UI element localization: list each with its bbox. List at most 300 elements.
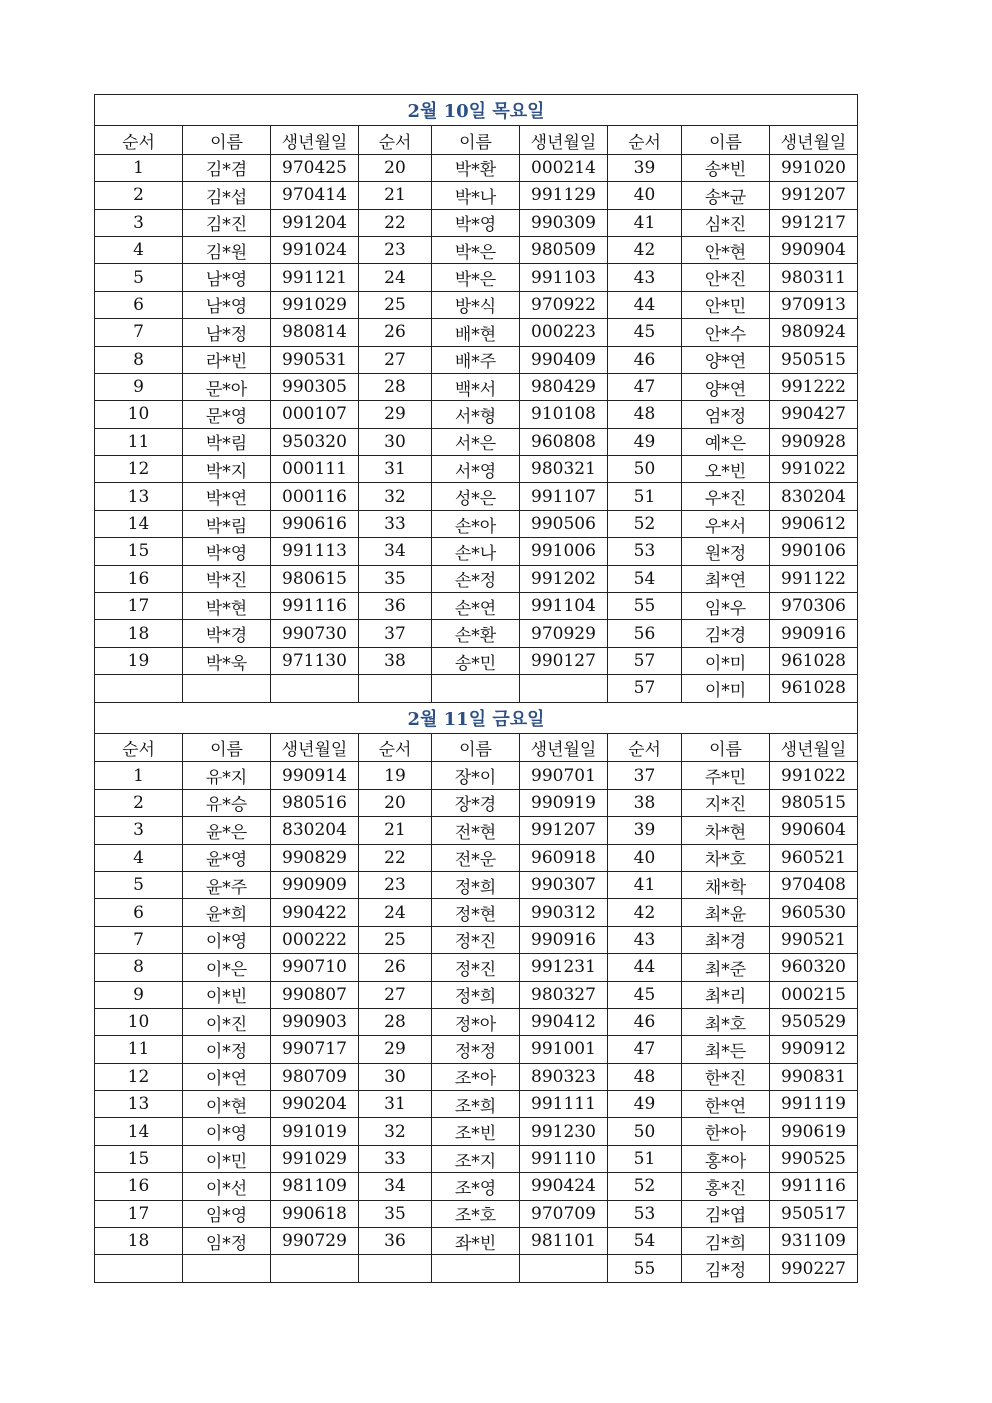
cell-birthdate: 830204 (271, 817, 359, 844)
cell-name: 박*나 (432, 182, 520, 209)
cell-birthdate: 990616 (271, 510, 359, 537)
cell-order: 40 (608, 182, 682, 209)
cell-order: 33 (359, 1145, 432, 1172)
cell-order: 48 (608, 1063, 682, 1090)
cell-name: 박*현 (183, 593, 271, 620)
cell-birthdate: 980429 (520, 373, 608, 400)
cell-order: 35 (359, 565, 432, 592)
cell-order (359, 1255, 432, 1282)
cell-order: 2 (95, 182, 183, 209)
cell-order (359, 675, 432, 702)
column-header-birthdate: 생년월일 (770, 126, 858, 154)
cell-birthdate: 970913 (770, 291, 858, 318)
cell-order: 25 (359, 926, 432, 953)
cell-birthdate: 990912 (770, 1036, 858, 1063)
cell-name: 라*빈 (183, 346, 271, 373)
cell-order: 38 (608, 789, 682, 816)
cell-name: 이*진 (183, 1008, 271, 1035)
cell-order: 18 (95, 620, 183, 647)
table-row (95, 954, 858, 981)
cell-order: 27 (359, 981, 432, 1008)
cell-birthdate: 991024 (271, 236, 359, 263)
cell-name: 예*은 (682, 428, 770, 455)
cell-name: 차*호 (682, 844, 770, 871)
cell-birthdate: 991119 (770, 1091, 858, 1118)
cell-birthdate: 990604 (770, 817, 858, 844)
cell-order: 13 (95, 483, 183, 510)
cell-birthdate: 990916 (770, 620, 858, 647)
cell-name: 최*연 (682, 565, 770, 592)
table-row (95, 1118, 858, 1145)
table-row (95, 871, 858, 898)
cell-name: 이*정 (183, 1036, 271, 1063)
cell-name: 윤*주 (183, 871, 271, 898)
cell-birthdate: 970414 (271, 182, 359, 209)
cell-order: 29 (359, 401, 432, 428)
cell-name: 송*민 (432, 647, 520, 674)
cell-name: 이*은 (183, 954, 271, 981)
cell-birthdate: 990916 (520, 926, 608, 953)
cell-birthdate: 990127 (520, 647, 608, 674)
cell-name: 최*경 (682, 926, 770, 953)
cell-order: 26 (359, 954, 432, 981)
cell-birthdate: 000215 (770, 981, 858, 1008)
cell-birthdate: 991019 (271, 1118, 359, 1145)
cell-name: 한*연 (682, 1091, 770, 1118)
table-row (95, 182, 858, 209)
cell-name: 남*정 (183, 319, 271, 346)
cell-order: 29 (359, 1036, 432, 1063)
cell-birthdate: 970929 (520, 620, 608, 647)
cell-name: 이*빈 (183, 981, 271, 1008)
cell-birthdate (271, 1255, 359, 1282)
cell-name: 서*은 (432, 428, 520, 455)
cell-name: 심*진 (682, 209, 770, 236)
cell-birthdate: 991022 (770, 762, 858, 789)
table-row (95, 346, 858, 373)
table-row (95, 899, 858, 926)
cell-name (432, 675, 520, 702)
cell-birthdate: 991020 (770, 154, 858, 181)
column-header-order: 순서 (608, 733, 682, 761)
cell-birthdate: 990612 (770, 510, 858, 537)
table-row (95, 1036, 858, 1063)
cell-name: 박*진 (183, 565, 271, 592)
cell-order: 37 (608, 762, 682, 789)
cell-order: 43 (608, 926, 682, 953)
cell-order: 4 (95, 236, 183, 263)
cell-birthdate: 970922 (520, 291, 608, 318)
cell-order: 2 (95, 789, 183, 816)
cell-name: 김*정 (682, 1255, 770, 1282)
cell-order: 40 (608, 844, 682, 871)
table-row (95, 926, 858, 953)
cell-birthdate: 990312 (520, 899, 608, 926)
cell-order: 23 (359, 236, 432, 263)
cell-name: 이*민 (183, 1145, 271, 1172)
cell-order: 12 (95, 456, 183, 483)
cell-order: 11 (95, 1036, 183, 1063)
cell-birthdate: 990412 (520, 1008, 608, 1035)
cell-name: 백*서 (432, 373, 520, 400)
table-row (95, 620, 858, 647)
cell-birthdate: 961028 (770, 675, 858, 702)
cell-name: 문*영 (183, 401, 271, 428)
cell-order: 16 (95, 565, 183, 592)
cell-name: 최*호 (682, 1008, 770, 1035)
cell-name: 박*욱 (183, 647, 271, 674)
column-header-name: 이름 (682, 733, 770, 761)
cell-birthdate: 990506 (520, 510, 608, 537)
cell-name: 전*운 (432, 844, 520, 871)
cell-name: 윤*희 (183, 899, 271, 926)
cell-birthdate: 990427 (770, 401, 858, 428)
cell-name: 임*영 (183, 1200, 271, 1227)
cell-name: 주*민 (682, 762, 770, 789)
cell-name: 조*지 (432, 1145, 520, 1172)
cell-order: 14 (95, 1118, 183, 1145)
cell-order: 46 (608, 346, 682, 373)
cell-name: 이*영 (183, 1118, 271, 1145)
cell-birthdate: 990521 (770, 926, 858, 953)
cell-name (183, 675, 271, 702)
cell-name: 정*희 (432, 981, 520, 1008)
column-header-order: 순서 (95, 126, 183, 154)
cell-name: 박*림 (183, 428, 271, 455)
cell-order: 21 (359, 182, 432, 209)
cell-order: 27 (359, 346, 432, 373)
cell-order: 4 (95, 844, 183, 871)
table-row (95, 1091, 858, 1118)
cell-order: 54 (608, 565, 682, 592)
cell-order: 16 (95, 1173, 183, 1200)
cell-order: 46 (608, 1008, 682, 1035)
column-header-birthdate: 생년월일 (271, 126, 359, 154)
cell-birthdate: 990831 (770, 1063, 858, 1090)
cell-order: 24 (359, 264, 432, 291)
cell-birthdate: 990710 (271, 954, 359, 981)
cell-birthdate: 991001 (520, 1036, 608, 1063)
cell-order: 42 (608, 899, 682, 926)
cell-name: 박*은 (432, 264, 520, 291)
section-title-row (95, 95, 858, 126)
cell-name: 이*영 (183, 926, 271, 953)
cell-order: 38 (359, 647, 432, 674)
cell-birthdate: 950320 (271, 428, 359, 455)
cell-birthdate: 950529 (770, 1008, 858, 1035)
cell-order: 51 (608, 1145, 682, 1172)
cell-birthdate: 991231 (520, 954, 608, 981)
cell-order: 9 (95, 981, 183, 1008)
cell-birthdate: 991107 (520, 483, 608, 510)
cell-birthdate: 990701 (520, 762, 608, 789)
cell-order: 52 (608, 510, 682, 537)
cell-name: 박*영 (183, 538, 271, 565)
cell-birthdate: 991204 (271, 209, 359, 236)
cell-order: 34 (359, 1173, 432, 1200)
cell-name: 김*엽 (682, 1200, 770, 1227)
cell-name: 김*희 (682, 1228, 770, 1255)
table-row (95, 1145, 858, 1172)
cell-birthdate: 990531 (271, 346, 359, 373)
table-row (95, 510, 858, 537)
cell-birthdate: 910108 (520, 401, 608, 428)
cell-order: 21 (359, 817, 432, 844)
cell-order: 41 (608, 209, 682, 236)
cell-birthdate: 980924 (770, 319, 858, 346)
cell-birthdate: 990305 (271, 373, 359, 400)
cell-name: 우*진 (682, 483, 770, 510)
column-header-birthdate: 생년월일 (520, 126, 608, 154)
cell-birthdate: 931109 (770, 1228, 858, 1255)
cell-order: 1 (95, 762, 183, 789)
table-row (95, 647, 858, 674)
cell-name: 유*지 (183, 762, 271, 789)
cell-name: 안*수 (682, 319, 770, 346)
cell-order: 14 (95, 510, 183, 537)
cell-name: 박*환 (432, 154, 520, 181)
cell-order: 15 (95, 538, 183, 565)
table-row (95, 236, 858, 263)
cell-name: 이*선 (183, 1173, 271, 1200)
cell-birthdate: 991103 (520, 264, 608, 291)
cell-birthdate: 980321 (520, 456, 608, 483)
cell-birthdate: 990909 (271, 871, 359, 898)
cell-order: 33 (359, 510, 432, 537)
cell-order: 9 (95, 373, 183, 400)
cell-name: 오*빈 (682, 456, 770, 483)
cell-name: 남*영 (183, 291, 271, 318)
cell-birthdate: 830204 (770, 483, 858, 510)
cell-name: 김*진 (183, 209, 271, 236)
cell-name: 남*영 (183, 264, 271, 291)
cell-birthdate: 960320 (770, 954, 858, 981)
cell-order: 35 (359, 1200, 432, 1227)
cell-birthdate: 990919 (520, 789, 608, 816)
column-header-order: 순서 (359, 733, 432, 761)
cell-name: 문*아 (183, 373, 271, 400)
cell-birthdate: 990422 (271, 899, 359, 926)
cell-birthdate: 970709 (520, 1200, 608, 1227)
cell-name: 김*겸 (183, 154, 271, 181)
cell-name: 김*경 (682, 620, 770, 647)
cell-name: 방*식 (432, 291, 520, 318)
cell-order: 5 (95, 871, 183, 898)
cell-name: 박*지 (183, 456, 271, 483)
column-header-order: 순서 (95, 733, 183, 761)
cell-name: 이*미 (682, 647, 770, 674)
cell-name: 손*환 (432, 620, 520, 647)
cell-birthdate: 991110 (520, 1145, 608, 1172)
cell-name: 한*진 (682, 1063, 770, 1090)
cell-name: 최*윤 (682, 899, 770, 926)
cell-order: 6 (95, 899, 183, 926)
cell-birthdate: 990307 (520, 871, 608, 898)
cell-order: 50 (608, 456, 682, 483)
cell-birthdate: 990618 (271, 1200, 359, 1227)
schedule-table-body (95, 95, 858, 1283)
table-row (95, 319, 858, 346)
cell-birthdate: 991202 (520, 565, 608, 592)
table-row (95, 1063, 858, 1090)
cell-name: 송*빈 (682, 154, 770, 181)
cell-order (95, 675, 183, 702)
cell-order: 17 (95, 1200, 183, 1227)
cell-birthdate: 981101 (520, 1228, 608, 1255)
cell-order: 57 (608, 647, 682, 674)
cell-birthdate: 991230 (520, 1118, 608, 1145)
cell-name: 정*희 (432, 871, 520, 898)
cell-order: 48 (608, 401, 682, 428)
cell-order: 50 (608, 1118, 682, 1145)
cell-birthdate: 890323 (520, 1063, 608, 1090)
cell-name: 박*연 (183, 483, 271, 510)
table-row (95, 675, 858, 702)
cell-name: 장*경 (432, 789, 520, 816)
cell-name: 최*준 (682, 954, 770, 981)
cell-order: 31 (359, 1091, 432, 1118)
cell-order: 32 (359, 1118, 432, 1145)
cell-birthdate: 950517 (770, 1200, 858, 1227)
cell-birthdate: 961028 (770, 647, 858, 674)
cell-order: 26 (359, 319, 432, 346)
section-title: 2월 11일 금요일 (95, 702, 858, 733)
column-header-name: 이름 (682, 126, 770, 154)
cell-birthdate (520, 675, 608, 702)
cell-order: 1 (95, 154, 183, 181)
cell-birthdate: 950515 (770, 346, 858, 373)
cell-birthdate: 991217 (770, 209, 858, 236)
cell-birthdate: 980311 (770, 264, 858, 291)
cell-birthdate: 991113 (271, 538, 359, 565)
cell-name: 서*형 (432, 401, 520, 428)
cell-name: 김*원 (183, 236, 271, 263)
table-row (95, 565, 858, 592)
cell-birthdate: 991111 (520, 1091, 608, 1118)
cell-name: 원*정 (682, 538, 770, 565)
cell-name: 손*아 (432, 510, 520, 537)
cell-birthdate: 991121 (271, 264, 359, 291)
cell-order: 49 (608, 428, 682, 455)
cell-birthdate: 990409 (520, 346, 608, 373)
cell-order: 39 (608, 154, 682, 181)
cell-birthdate: 960808 (520, 428, 608, 455)
cell-name: 홍*아 (682, 1145, 770, 1172)
cell-birthdate: 991207 (520, 817, 608, 844)
cell-order: 37 (359, 620, 432, 647)
cell-birthdate: 991116 (770, 1173, 858, 1200)
cell-name: 서*영 (432, 456, 520, 483)
cell-birthdate: 991104 (520, 593, 608, 620)
table-row (95, 401, 858, 428)
cell-name: 성*은 (432, 483, 520, 510)
cell-birthdate (520, 1255, 608, 1282)
cell-name: 안*현 (682, 236, 770, 263)
cell-order: 36 (359, 1228, 432, 1255)
cell-name: 이*미 (682, 675, 770, 702)
cell-name: 손*나 (432, 538, 520, 565)
cell-order: 19 (359, 762, 432, 789)
cell-birthdate: 990309 (520, 209, 608, 236)
cell-order: 17 (95, 593, 183, 620)
cell-name: 박*경 (183, 620, 271, 647)
cell-name: 배*현 (432, 319, 520, 346)
table-row (95, 1173, 858, 1200)
column-header-order: 순서 (608, 126, 682, 154)
cell-order: 31 (359, 456, 432, 483)
cell-order: 41 (608, 871, 682, 898)
cell-name: 박*은 (432, 236, 520, 263)
cell-birthdate: 980814 (271, 319, 359, 346)
cell-name: 정*진 (432, 926, 520, 953)
cell-name: 한*아 (682, 1118, 770, 1145)
table-row (95, 483, 858, 510)
cell-order: 11 (95, 428, 183, 455)
cell-birthdate: 991022 (770, 456, 858, 483)
cell-name: 우*서 (682, 510, 770, 537)
cell-order: 34 (359, 538, 432, 565)
cell-order: 7 (95, 319, 183, 346)
table-row (95, 1228, 858, 1255)
cell-order: 8 (95, 954, 183, 981)
cell-order: 56 (608, 620, 682, 647)
column-header-name: 이름 (183, 733, 271, 761)
cell-name: 지*진 (682, 789, 770, 816)
cell-name: 조*호 (432, 1200, 520, 1227)
cell-name (432, 1255, 520, 1282)
cell-name: 조*아 (432, 1063, 520, 1090)
table-row (95, 538, 858, 565)
cell-name: 좌*빈 (432, 1228, 520, 1255)
cell-birthdate: 000214 (520, 154, 608, 181)
cell-name: 최*리 (682, 981, 770, 1008)
cell-birthdate: 981109 (271, 1173, 359, 1200)
cell-name: 송*균 (682, 182, 770, 209)
cell-birthdate: 991006 (520, 538, 608, 565)
cell-birthdate: 991116 (271, 593, 359, 620)
table-row (95, 593, 858, 620)
column-header-name: 이름 (432, 126, 520, 154)
cell-name: 조*희 (432, 1091, 520, 1118)
cell-birthdate: 991129 (520, 182, 608, 209)
cell-birthdate: 970306 (770, 593, 858, 620)
header-row (95, 126, 858, 154)
table-row (95, 817, 858, 844)
cell-order: 10 (95, 1008, 183, 1035)
table-row (95, 1008, 858, 1035)
cell-birthdate: 990424 (520, 1173, 608, 1200)
cell-order: 49 (608, 1091, 682, 1118)
cell-birthdate: 971130 (271, 647, 359, 674)
cell-order: 10 (95, 401, 183, 428)
cell-name: 김*섭 (183, 182, 271, 209)
cell-birthdate: 991207 (770, 182, 858, 209)
cell-name: 박*영 (432, 209, 520, 236)
cell-order: 44 (608, 291, 682, 318)
cell-name: 최*든 (682, 1036, 770, 1063)
cell-name: 정*정 (432, 1036, 520, 1063)
cell-order: 44 (608, 954, 682, 981)
column-header-name: 이름 (183, 126, 271, 154)
cell-order: 20 (359, 154, 432, 181)
cell-order: 30 (359, 1063, 432, 1090)
cell-order: 36 (359, 593, 432, 620)
cell-name: 양*연 (682, 373, 770, 400)
schedule-table (94, 94, 858, 1283)
cell-order: 51 (608, 483, 682, 510)
table-row (95, 428, 858, 455)
cell-birthdate: 000222 (271, 926, 359, 953)
